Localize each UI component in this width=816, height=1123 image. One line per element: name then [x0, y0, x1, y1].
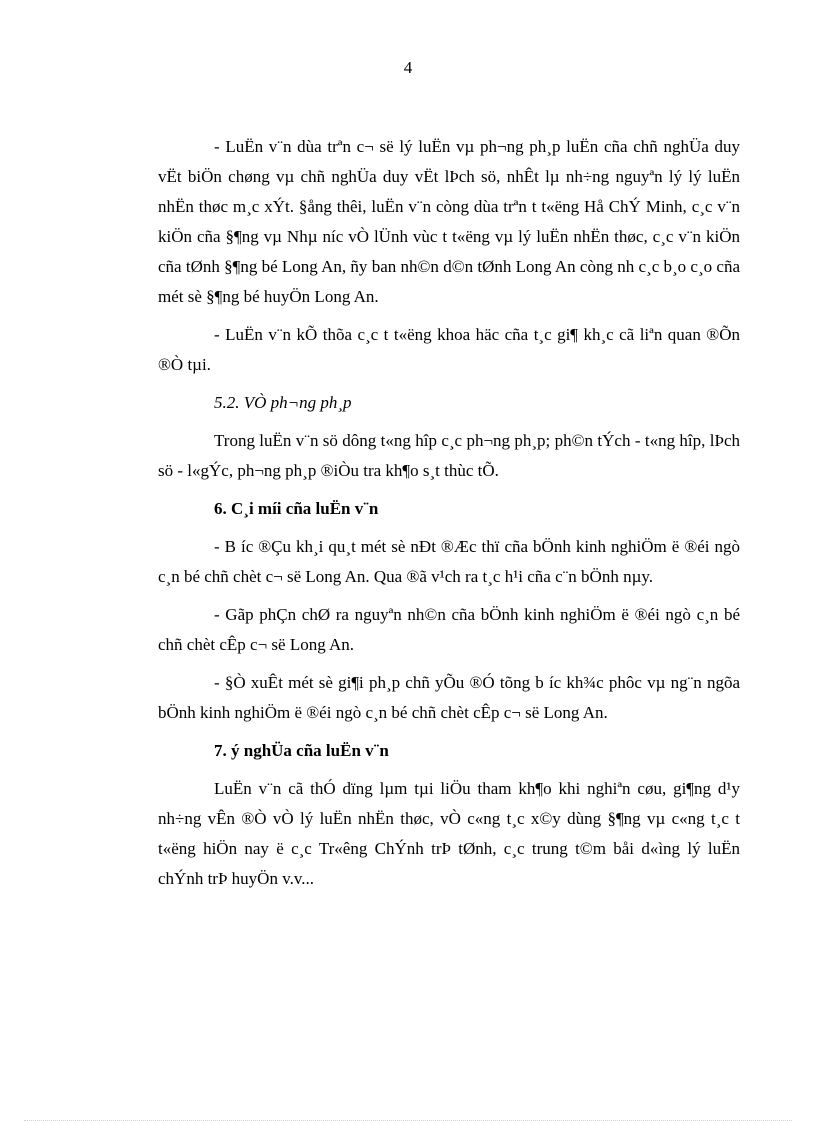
paragraph-contribution-2: - Gãp phÇn chØ ra nguyªn nh©n cña bÖnh kinh nghiÖm ë ®éi ngò c¸n bé chñ chèt cÊp c¬ së Long An.	[158, 605, 740, 654]
page-number: 4	[403, 58, 413, 77]
paragraph-basis-theory: - LuËn v¨n dùa trªn c¬ së lý luËn vµ ph¬ng ph¸p luËn cña chñ nghÜa duy vËt biÖn chøng vµ chñ nghÜa duy vËt lÞch sö, nhÊt lµ nh÷ng nguyªn lý lý luËn nhËn thøc m¸c xÝt. §ång thêi, luËn v¨n còng dùa trªn t t«ëng Hå ChÝ Minh, c¸c v¨n kiÖn cña §¶ng vµ Nhµ níc vÒ lÜnh vùc t t«ëng vµ lý luËn nhËn thøc, c¸c v¨n kiÖn cña tØnh §¶ng bé Long An, ñy ban nh©n d©n tØnh Long An còng nh c¸c b¸o c¸o cña mét sè §¶ng bé huyÖn Long An.	[158, 137, 740, 306]
paragraph-methods: Trong luËn v¨n sö dông t«ng hîp c¸c ph¬ng ph¸p; ph©n tÝch - t«ng hîp, lÞch sö - l«gÝc, ph¬ng ph¸p ®iÒu tra kh¶o s¸t thùc tÕ.	[158, 431, 740, 480]
heading-significance: 7. ý nghÜa cña luËn v¨n	[214, 741, 389, 760]
page-bottom-divider	[24, 1120, 792, 1121]
heading-new-contributions: 6. C¸i míi cña luËn v¨n	[214, 499, 379, 518]
body-text	[158, 132, 740, 902]
subheading-methods: 5.2. VÒ ph¬ng ph¸p	[214, 393, 352, 412]
paragraph-inheritance: - LuËn v¨n kÕ thõa c¸c t t«ëng khoa häc cña t¸c gi¶ kh¸c cã liªn quan ®Õn ®Ò tµi.	[158, 325, 740, 374]
paragraph-contribution-3: - §Ò xuÊt mét sè gi¶i ph¸p chñ yÕu ®Ó tõng b íc kh¾c phôc vµ ng¨n ngõa bÖnh kinh nghiÖm ë ®éi ngò c¸n bé chñ chèt cÊp c¬ së Long An.	[158, 673, 740, 722]
paragraph-significance: LuËn v¨n cã thÓ dïng lµm tµi liÖu tham kh¶o khi nghiªn cøu, gi¶ng d¹y nh÷ng vÊn ®Ò vÒ lý luËn nhËn thøc, vÒ c«ng t¸c x©y dùng §¶ng vµ c«ng t¸c t t«ëng hiÖn nay ë c¸c Tr«êng ChÝnh trÞ tØnh, c¸c trung t©m båi d«ìng lý luËn chÝnh trÞ huyÖn v.v...	[158, 779, 740, 888]
paragraph-contribution-1: - B íc ®Çu kh¸i qu¸t mét sè nÐt ®Æc thï cña bÖnh kinh nghiÖm ë ®éi ngò c¸n bé chñ chèt c¬ së Long An. Qua ®ã v¹ch ra t¸c h¹i cña c¨n bÖnh nµy.	[158, 537, 740, 586]
